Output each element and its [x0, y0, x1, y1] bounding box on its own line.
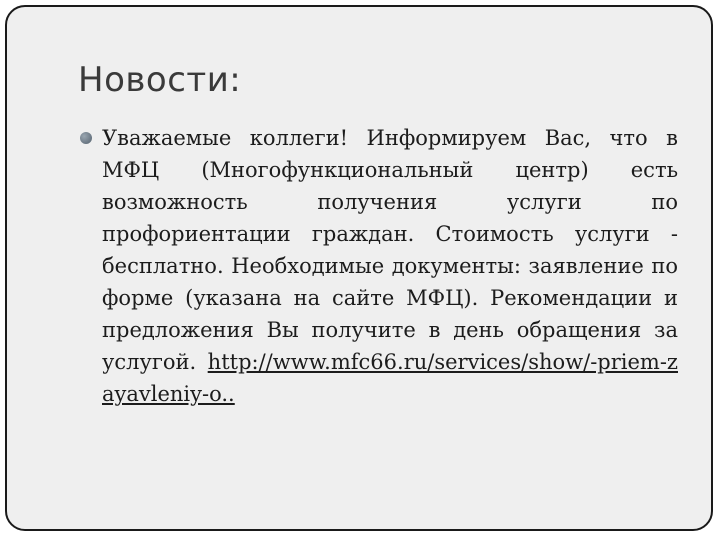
news-text: Уважаемые коллеги! Информируем Вас, что в МФЦ (Многофункциональный центр) есть возможность получения услуги по профориентации граждан. Стоимость услуги - бесплатно. Необходимые документы: заявление по форме (указана на сайте МФЦ). Рекомендации и предложения Вы получите в день обращения за услугой.: [102, 126, 678, 374]
bullet-item: [78, 122, 678, 410]
mfc-link[interactable]: http://www.mfc66.ru/services/show/-priem-zayavleniy-o..: [102, 350, 678, 406]
bullet-dot-icon: [80, 132, 92, 144]
slide-title: Новости:: [78, 60, 242, 100]
bullet-list: [78, 122, 678, 410]
